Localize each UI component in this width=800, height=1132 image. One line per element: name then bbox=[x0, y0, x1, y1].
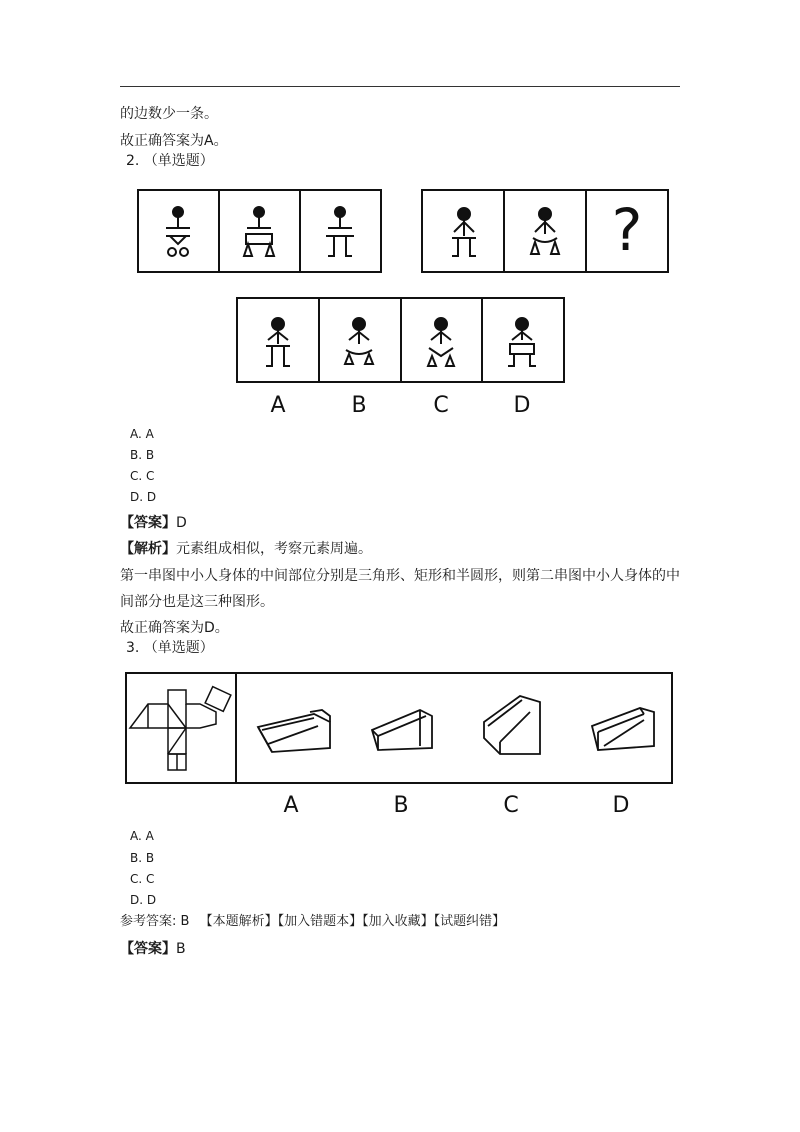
q3-option-b[interactable]: B. B bbox=[130, 851, 155, 865]
intro-line-1: 的边数少一条。 bbox=[120, 106, 218, 122]
q2-label-b: B bbox=[351, 393, 367, 418]
q2-header: 2. （单选题） bbox=[126, 153, 214, 169]
q3-solid-d bbox=[592, 708, 654, 750]
q2-analysis-first: 元素组成相似，考察元素周遍。 bbox=[176, 541, 372, 557]
q3-net bbox=[130, 687, 231, 770]
q2-label-d: D bbox=[513, 393, 531, 418]
q2-answer-tag: 【答案】 bbox=[120, 515, 176, 531]
q3-solid-c bbox=[484, 696, 540, 754]
q2-option-b[interactable]: B. B bbox=[130, 448, 155, 462]
q3-option-c[interactable]: C. C bbox=[130, 872, 155, 886]
q3-answer-value: B bbox=[176, 941, 186, 957]
q2-question-mark: ? bbox=[611, 196, 643, 264]
link-add-mistake-book[interactable]: 【加入错题本】 bbox=[277, 914, 363, 929]
q3-label-a: A bbox=[283, 793, 299, 818]
q2-label-a: A bbox=[270, 393, 286, 418]
q2-conclusion: 故正确答案为D。 bbox=[120, 620, 229, 636]
q3-option-a[interactable]: A. A bbox=[130, 829, 154, 843]
q3-ref-answer: 参考答案: B bbox=[120, 914, 190, 929]
q3-option-d[interactable]: D. D bbox=[130, 893, 157, 907]
link-report-error[interactable]: 【试题纠错】 bbox=[433, 914, 506, 929]
q2-answer-value: D bbox=[176, 515, 187, 531]
q2-label-c: C bbox=[433, 393, 449, 418]
q2-analysis-tag: 【解析】 bbox=[120, 541, 176, 557]
q3-label-b: B bbox=[393, 793, 409, 818]
q3-answer bbox=[120, 939, 186, 959]
q2-analysis-3: 间部分也是这三种图形。 bbox=[120, 594, 274, 610]
link-analysis[interactable]: 【本题解析】 bbox=[199, 914, 278, 929]
q3-solid-b bbox=[372, 710, 432, 750]
q2-analysis-2: 第一串图中小人身体的中间部位分别是三角形、矩形和半圆形，则第二串图中小人身体的中 bbox=[120, 568, 680, 584]
q3-ref-line bbox=[120, 912, 505, 932]
q3-header: 3. （单选题） bbox=[126, 640, 214, 656]
q3-label-c: C bbox=[503, 793, 519, 818]
q3-solid-a bbox=[258, 710, 330, 752]
q2-option-c[interactable]: C. C bbox=[130, 469, 155, 483]
intro-line-2: 故正确答案为A。 bbox=[120, 133, 228, 149]
q3-label-d: D bbox=[612, 793, 630, 818]
q2-option-d[interactable]: D. D bbox=[130, 490, 157, 504]
q2-option-a[interactable]: A. A bbox=[130, 427, 154, 441]
q3-answer-tag: 【答案】 bbox=[120, 941, 176, 957]
link-add-favorite[interactable]: 【加入收藏】 bbox=[362, 914, 434, 929]
